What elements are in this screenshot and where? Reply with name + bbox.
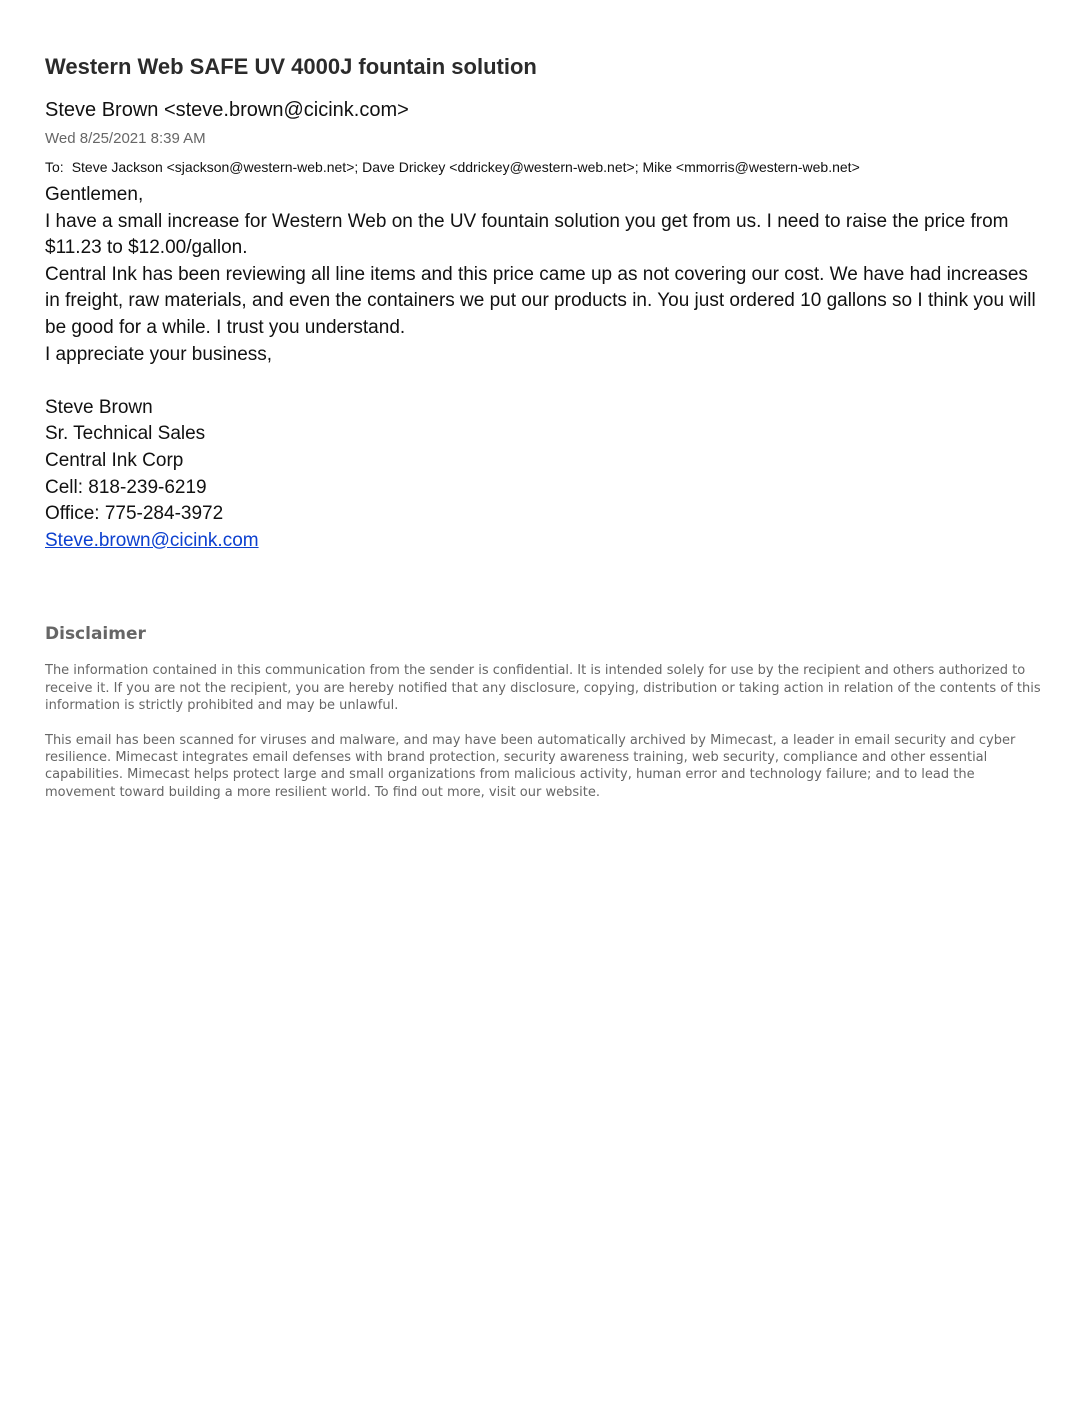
to-recipients[interactable]: Steve Jackson <sjackson@western-web.net>; Dave Drickey <ddrickey@western-web.net>; Mike <mmorris@western-web.net> bbox=[71, 159, 860, 175]
body-greeting: Gentlemen, bbox=[45, 184, 144, 205]
email-date: Wed 8/25/2021 8:39 AM bbox=[45, 130, 206, 147]
email-subject: Western Web SAFE UV 4000J fountain solution bbox=[45, 54, 537, 79]
email-body bbox=[45, 182, 1045, 554]
signature-company: Central Ink Corp bbox=[45, 449, 184, 471]
body-paragraph-reason: Central Ink has been reviewing all line items and this price came up as not covering our cost. We have had increases in freight, raw materials, and even the containers we put our products in. You just ordered 10 gallons so I think you will be good for a while. I trust you understand. bbox=[45, 263, 1036, 338]
signature-name: Steve Brown bbox=[45, 396, 153, 418]
disclaimer-section bbox=[45, 622, 1045, 801]
signature-cell: Cell: 818-239-6219 bbox=[45, 476, 207, 498]
signature-office: Office: 775-284-3972 bbox=[45, 503, 224, 525]
email-sender[interactable]: Steve Brown <steve.brown@cicink.com> bbox=[45, 99, 409, 121]
signature-email-link[interactable]: Steve.brown@cicink.com bbox=[45, 529, 259, 551]
email-page bbox=[45, 52, 1045, 818]
to-label: To: bbox=[45, 159, 64, 175]
email-recipients bbox=[45, 156, 1045, 178]
email-signature bbox=[45, 395, 1045, 555]
disclaimer-confidentiality: The information contained in this communication from the sender is confidential. It is intended solely for use by the recipient and others authorized to receive it. If you are not the recipient, you are hereby notified that any disclosure, copying, distribution or taking action in relation of the contents of this information is strictly prohibited and may be unlawful. bbox=[45, 663, 1041, 714]
signature-title: Sr. Technical Sales bbox=[45, 423, 206, 445]
disclaimer-title: Disclaimer bbox=[45, 624, 146, 645]
body-closing: I appreciate your business, bbox=[45, 343, 273, 365]
body-paragraph-price: I have a small increase for Western Web on the UV fountain solution you get from us. I need to raise the price from $11.23 to $12.00/gallon. bbox=[45, 210, 1009, 259]
disclaimer-mimecast: This email has been scanned for viruses and malware, and may have been automatically archived by Mimecast, a leader in email security and cyber resilience. Mimecast integrates email defenses with brand protection, security awareness training, web security, compliance and other essential capabilities. Mimecast helps protect large and small organizations from malicious activity, human error and technology failure; and to lead the movement toward building a more resilient world. To find out more, visit our website. bbox=[45, 732, 1016, 800]
body-spacer bbox=[45, 368, 1045, 395]
